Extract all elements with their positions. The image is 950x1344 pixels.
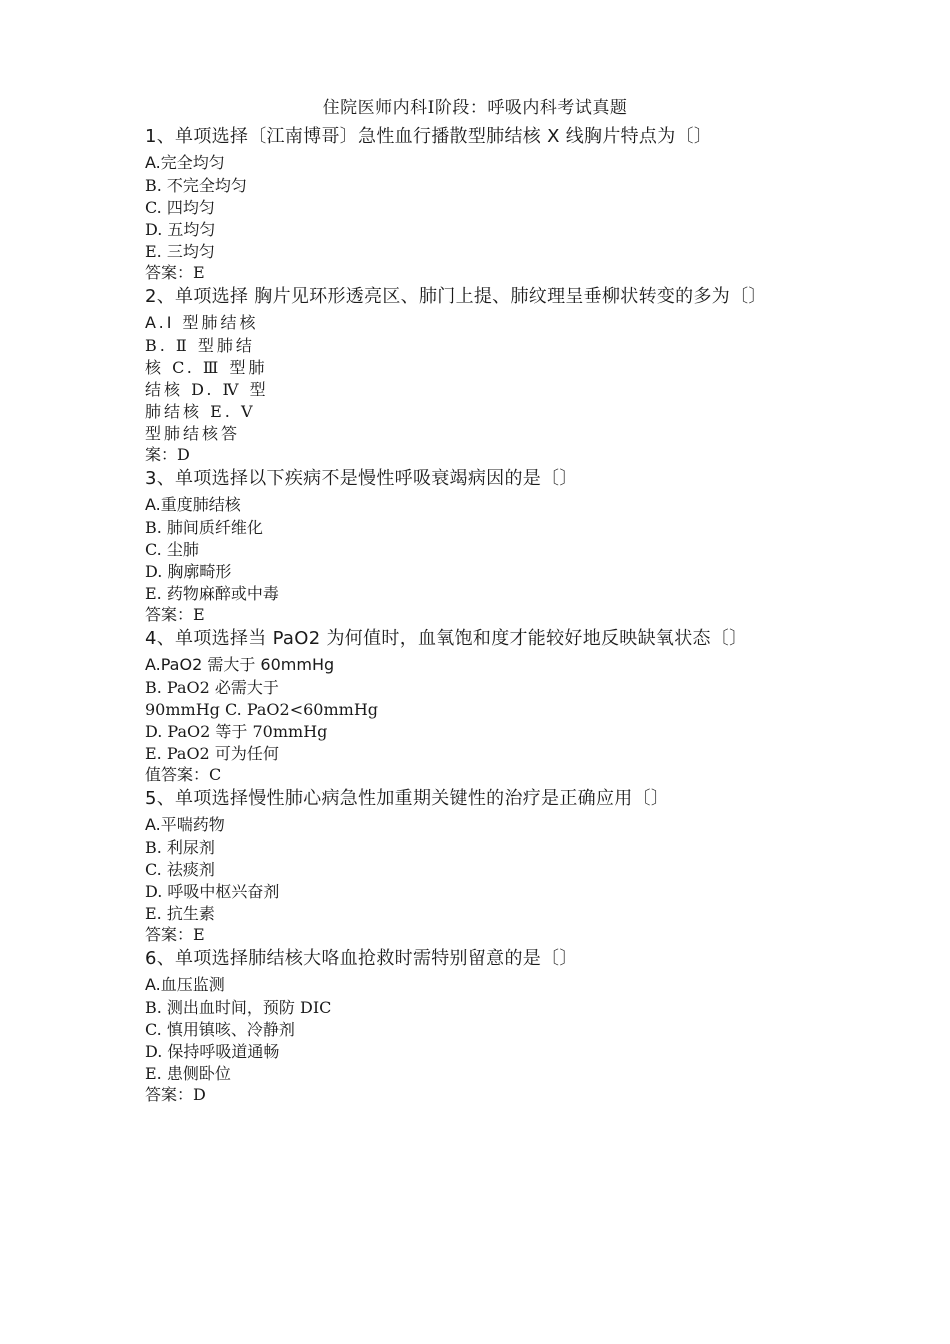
option-b: B. 肺间质纤维化: [145, 518, 263, 537]
option-e: E. 抗生素: [145, 904, 215, 923]
question-6: [145, 945, 845, 1105]
option-b: B. 不完全均匀: [145, 176, 247, 195]
option-line: 90mmHg C. PaO2<60mmHg: [145, 700, 379, 719]
option-line: B. PaO2 必需大于: [145, 678, 279, 697]
question-stem: 1、单项选择〔江南博哥〕急性血行播散型肺结核 X 线胸片特点为〔〕: [145, 126, 713, 147]
option-a: A.完全均匀: [145, 153, 225, 172]
option-b: B. 利尿剂: [145, 838, 215, 857]
option-d: D. PaO2 等于 70mmHg: [145, 722, 328, 741]
question-3: [145, 465, 845, 625]
option-line: A.I 型肺结核: [145, 313, 259, 332]
option-a: A.重度肺结核: [145, 495, 241, 514]
option-c: C. 尘肺: [145, 540, 199, 559]
option-d: D. 五均匀: [145, 220, 216, 239]
option-line: 肺结核 E. Ⅴ: [145, 402, 256, 421]
document-title: 住院医师内科Ⅰ阶段：呼吸内科考试真题: [322, 98, 628, 118]
question-2: [145, 283, 845, 465]
option-a: A.PaO2 需大于 60mmHg: [145, 655, 335, 674]
option-a: A.平喘药物: [145, 815, 225, 834]
answer: 答案：D: [145, 1085, 206, 1104]
option-e: E. PaO2 可为任何: [145, 744, 279, 763]
question-stem: 2、单项选择 胸片见环形透亮区、肺门上提、肺纹理呈垂柳状转变的多为〔〕: [145, 286, 767, 307]
option-c: C. 四均匀: [145, 198, 215, 217]
question-list: [145, 123, 845, 1105]
question-5: [145, 785, 845, 945]
question-4: [145, 625, 845, 785]
option-e: E. 三均匀: [145, 242, 215, 261]
option-line: 核 C. Ⅲ 型肺: [145, 358, 268, 377]
answer: 案：D: [145, 445, 190, 464]
option-line: B. Ⅱ 型肺结: [145, 336, 255, 355]
option-e: E. 药物麻醉或中毒: [145, 584, 279, 603]
option-c: C. 祛痰剂: [145, 860, 215, 879]
option-line: 结核 D. Ⅳ 型: [145, 380, 269, 399]
answer: 答案：E: [145, 605, 205, 624]
question-stem: 3、单项选择以下疾病不是慢性呼吸衰竭病因的是〔〕: [145, 468, 578, 489]
option-c: C. 慎用镇咳、冷静剂: [145, 1020, 295, 1039]
option-d: D. 保持呼吸道通畅: [145, 1042, 280, 1061]
option-e: E. 患侧卧位: [145, 1064, 231, 1083]
question-1: [145, 123, 845, 283]
option-d: D. 胸廓畸形: [145, 562, 232, 581]
answer: 值答案：C: [145, 765, 222, 784]
question-stem: 6、单项选择肺结核大咯血抢救时需特别留意的是〔〕: [145, 948, 578, 969]
option-b: B. 测出血时间，预防 DIC: [145, 998, 332, 1017]
answer: 答案：E: [145, 925, 205, 944]
option-line: 型肺结核答: [145, 424, 241, 443]
question-stem: 5、单项选择慢性肺心病急性加重期关键性的治疗是正确应用〔〕: [145, 788, 670, 809]
answer: 答案：E: [145, 263, 205, 282]
question-stem: 4、单项选择当 PaO2 为何值时，血氧饱和度才能较好地反映缺氧状态〔〕: [145, 628, 748, 649]
option-d: D. 呼吸中枢兴奋剂: [145, 882, 280, 901]
option-a: A.血压监测: [145, 975, 225, 994]
